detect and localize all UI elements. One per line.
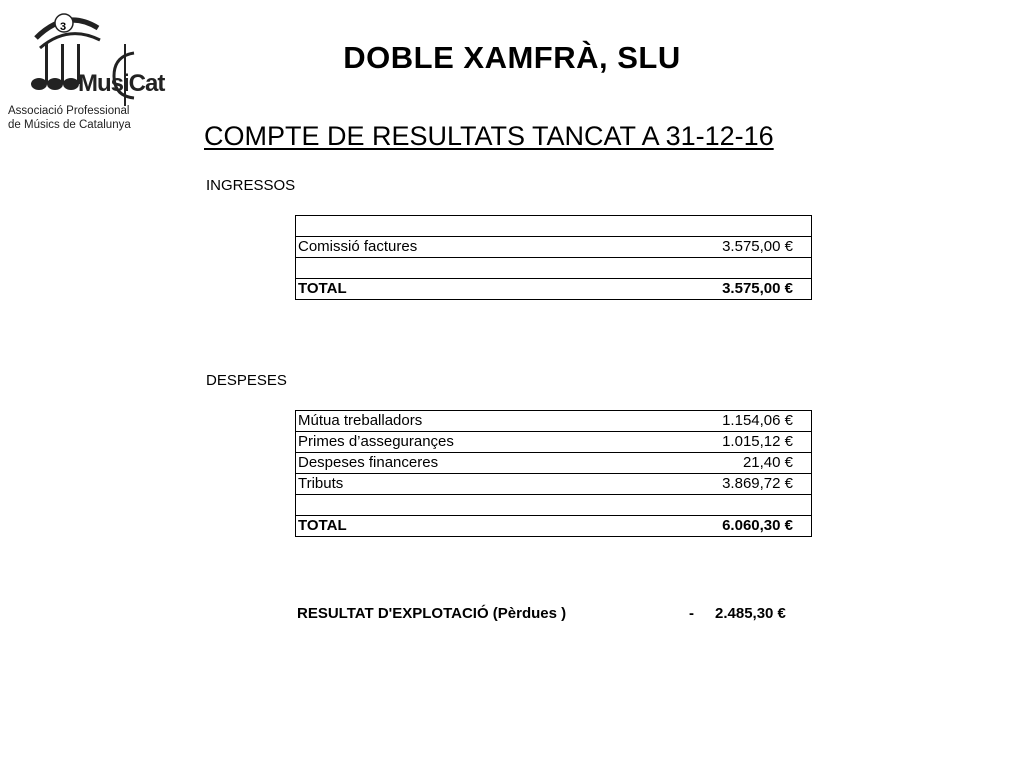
ingressos-table (295, 215, 812, 300)
row-amount: 1.015,12 € (591, 432, 812, 453)
table-row (296, 474, 812, 495)
logo-wordmark: MusiCat (78, 70, 165, 97)
total-row (296, 279, 812, 300)
row-label: Tributs (296, 474, 592, 495)
row-amount: 3.869,72 € (591, 474, 812, 495)
table-row (296, 258, 812, 279)
row-label: Primes d’assegurançes (296, 432, 592, 453)
table-row (296, 495, 812, 516)
row-amount: 21,40 € (591, 453, 812, 474)
logo-line-2: de Músics de Catalunya (8, 119, 131, 131)
report-title: COMPTE DE RESULTATS TANCAT A 31-12-16 (204, 121, 774, 151)
row-amount (591, 495, 812, 516)
ingressos-heading: INGRESSOS (206, 177, 296, 194)
total-amount: 6.060,30 € (591, 516, 812, 537)
logo-line-1: Associació Professional (8, 105, 130, 117)
company-name: DOBLE XAMFRÀ, SLU (343, 40, 681, 75)
table-row (296, 237, 812, 258)
result-label: RESULTAT D'EXPLOTACIÓ (Pèrdues ) (297, 605, 567, 622)
logo-badge-number: 3 (60, 21, 67, 33)
table-row (296, 216, 812, 237)
result-amount: 2.485,30 € (715, 605, 786, 622)
row-label: Comissió factures (296, 237, 592, 258)
total-label: TOTAL (296, 279, 592, 300)
table-row (296, 432, 812, 453)
row-label: Despeses financeres (296, 453, 592, 474)
row-label (296, 258, 592, 279)
despeses-table (295, 410, 812, 537)
row-label (296, 216, 592, 237)
total-row (296, 516, 812, 537)
despeses-heading: DESPESES (206, 372, 287, 389)
row-label: Mútua treballadors (296, 411, 592, 432)
table-row (296, 453, 812, 474)
total-label: TOTAL (296, 516, 592, 537)
result-sign: - (689, 605, 694, 622)
row-amount (591, 258, 812, 279)
row-label (296, 495, 592, 516)
row-amount: 3.575,00 € (591, 237, 812, 258)
table-row (296, 411, 812, 432)
row-amount: 1.154,06 € (591, 411, 812, 432)
row-amount (591, 216, 812, 237)
total-amount: 3.575,00 € (591, 279, 812, 300)
